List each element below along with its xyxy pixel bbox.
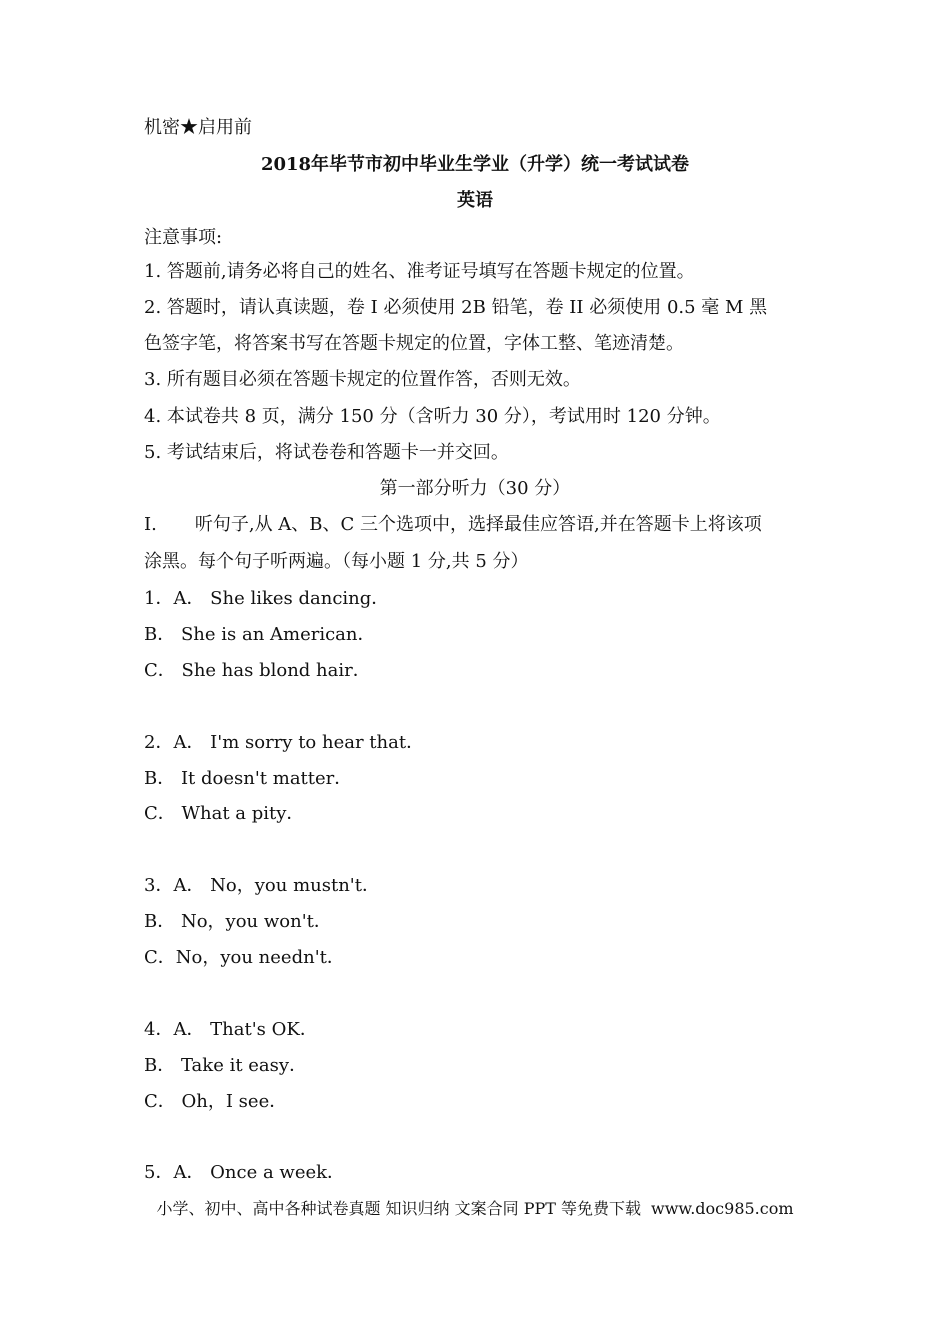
notice-item: 1. 答题前,请务必将自己的姓名、准考证号填写在答题卡规定的位置。	[144, 261, 695, 282]
notice-heading: 注意事项:	[144, 227, 223, 248]
question-option-b: B． It doesn't matter．	[144, 768, 353, 789]
question-option-c: C． What a pity．	[144, 803, 305, 824]
question-option-a: 3．A． No，you mustn't．	[144, 875, 380, 896]
notice-item: 5. 考试结束后，将试卷卷和答题卡一并交回。	[144, 442, 509, 463]
question-option-b: B． She is an American．	[144, 624, 376, 645]
subject-title: 英语	[457, 190, 493, 211]
question-option-a: 1．A． She likes dancing．	[144, 588, 390, 609]
notice-item-continued: 色签字笔，将答案书写在答题卡规定的位置，字体工整、笔迹清楚。	[144, 333, 684, 354]
footer-banner	[0, 1198, 950, 1220]
notice-item: 4. 本试卷共 8 页，满分 150 分（含听力 30 分），考试用时 120 分钟。	[144, 406, 721, 427]
question-option-a: 4．A． That's OK．	[144, 1019, 318, 1040]
question-option-c: C．No，you needn't．	[144, 947, 345, 968]
notice-item: 3. 所有题目必须在答题卡规定的位置作答，否则无效。	[144, 369, 581, 390]
question-option-c: C． She has blond hair．	[144, 660, 371, 681]
exam-title: 2018年毕节市初中毕业生学业（升学）统一考试试卷	[260, 154, 690, 175]
section-instruction	[144, 513, 762, 537]
footer-text: 小学、初中、高中各种试卷真题 知识归纳 文案合同 PPT 等免费下载	[156, 1199, 642, 1218]
section-number: I.	[144, 514, 157, 535]
question-option-a: 2．A． I'm sorry to hear that．	[144, 732, 425, 753]
part-title: 第一部分听力（30 分）	[379, 478, 571, 499]
question-option-a: 5．A． Once a week．	[144, 1162, 346, 1183]
confidential-label: 机密★启用前	[144, 117, 252, 138]
footer-site-link[interactable]: www.doc985.com	[651, 1199, 794, 1218]
instruction-text: 听句子,从 A、B、C 三个选项中，选择最佳应答语,并在答题卡上将该项	[194, 514, 762, 535]
notice-item: 2. 答题时，请认真读题，卷 I 必须使用 2B 铅笔，卷 II 必须使用 0.5 毫 M 黑	[144, 297, 768, 318]
instruction-continued: 涂黑。每个句子听两遍。（每小题 1 分,共 5 分）	[144, 551, 529, 572]
question-option-b: B． Take it easy．	[144, 1055, 308, 1076]
question-option-b: B． No，you won't．	[144, 911, 332, 932]
question-option-c: C． Oh，I see．	[144, 1091, 288, 1112]
